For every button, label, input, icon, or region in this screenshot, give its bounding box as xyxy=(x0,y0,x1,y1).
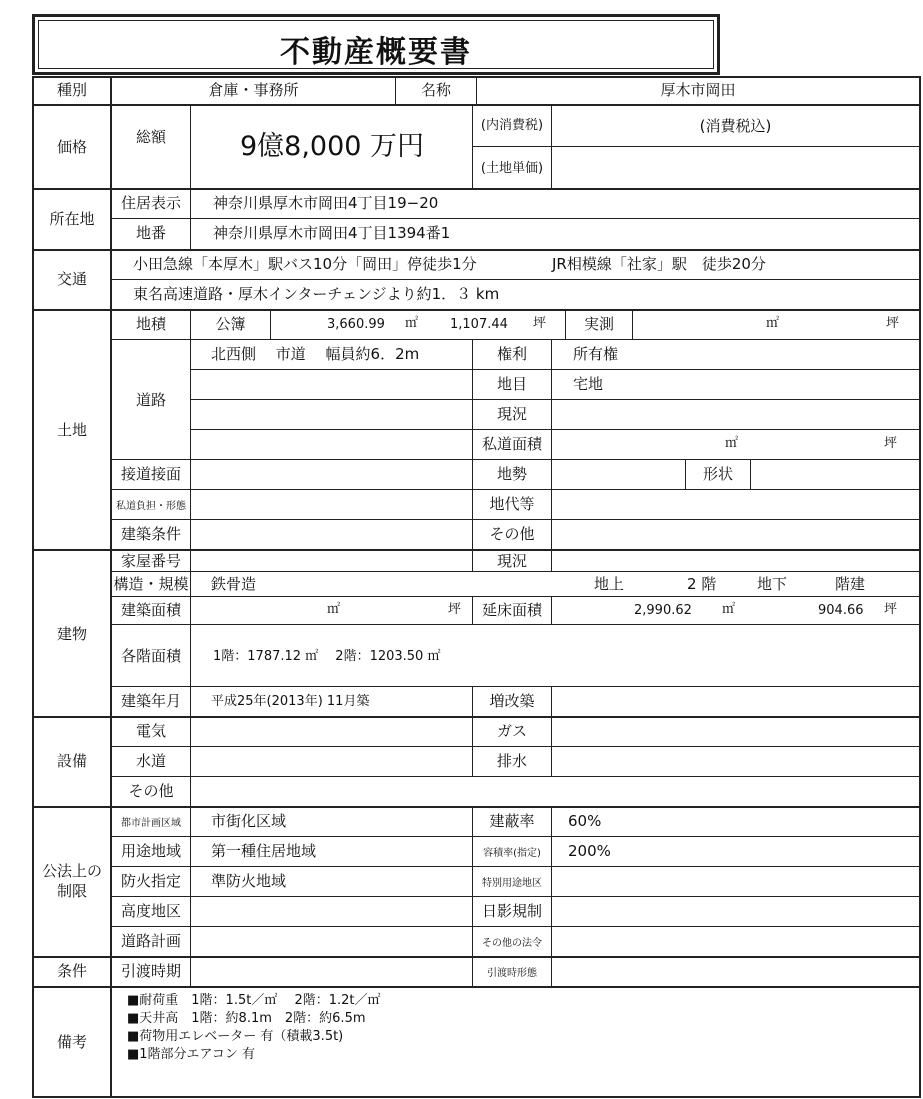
transport-line-2: 東名高速道路・厚木インターチェンジより約1．３ km xyxy=(133,285,500,303)
built-value: 平成25年(2013年) 11月築 xyxy=(211,694,370,709)
road-plan-label: 道路計画 xyxy=(120,932,181,950)
remark-line: ■耐荷重 1階：1.5t／㎡ 2階：1.2t／㎡ xyxy=(127,993,381,1008)
structure-label: 構造・規模 xyxy=(113,575,189,593)
floor-area-label: 延床面積 xyxy=(481,601,542,619)
name-label: 名称 xyxy=(420,81,451,99)
actual-m2-unit: ㎡ xyxy=(766,316,780,331)
page-title: 不動産概要書 xyxy=(280,35,472,70)
actual-label: 実測 xyxy=(583,315,614,333)
each-floor-value: 1階：1787.12 ㎡ 2階：1203.50 ㎡ xyxy=(213,649,441,664)
address-label: 住居表示 xyxy=(120,194,181,212)
conditions-label: 条件 xyxy=(56,962,87,980)
road-label: 道路 xyxy=(135,391,166,409)
private-road-m2-unit: ㎡ xyxy=(725,436,739,451)
lot-value: 神奈川県厚木市岡田4丁目1394番1 xyxy=(213,224,451,242)
rights-value: 所有権 xyxy=(573,345,619,363)
built-label: 建築年月 xyxy=(120,692,181,710)
chisei-label: 地勢 xyxy=(496,465,527,483)
each-floor-label: 各階面積 xyxy=(120,647,181,665)
transport-label: 交通 xyxy=(56,270,87,288)
house-no-label: 家屋番号 xyxy=(120,552,181,570)
land-genkyo-label: 現況 xyxy=(496,405,527,423)
remark-line: ■天井高 1階：約8.1m 2階：約6.5m xyxy=(127,1011,366,1026)
private-road-tsubo-unit: 坪 xyxy=(884,436,898,451)
remark-line: ■1階部分エアコン 有 xyxy=(127,1047,256,1062)
below-label: 地下 xyxy=(757,575,788,593)
transport-line-1b: JR相模線「社家」駅 徒歩20分 xyxy=(552,255,766,273)
handover-label: 引渡時期 xyxy=(120,962,181,980)
special-label: 特別用途地区 xyxy=(482,878,542,889)
type-label: 種別 xyxy=(56,81,87,99)
land-other-label: その他 xyxy=(489,525,535,543)
city-plan-value: 市街化区域 xyxy=(211,812,287,830)
kobo-tsubo: 1,107.44 xyxy=(450,317,508,332)
land-unit-label: (土地単価) xyxy=(480,161,544,176)
land-area-label: 地積 xyxy=(135,315,166,333)
total-label: 総額 xyxy=(135,128,166,146)
other-law-label: その他の法令 xyxy=(482,938,542,949)
bldg-area-label: 建築面積 xyxy=(120,601,181,619)
tax-value: (消費税込) xyxy=(699,117,772,135)
floor-area-tsubo-unit: 坪 xyxy=(884,602,898,617)
facilities-other-label: その他 xyxy=(128,782,174,800)
bldg-area-tsubo-unit: 坪 xyxy=(448,602,462,617)
name-value: 厚木市岡田 xyxy=(660,81,736,99)
kaidate-label: 階建 xyxy=(835,575,866,593)
shape-label: 形状 xyxy=(702,465,733,483)
rights-label: 権利 xyxy=(496,345,527,363)
drain-label: 排水 xyxy=(496,752,527,770)
renov-label: 増改築 xyxy=(489,692,535,710)
total-price: 9億8,000 万円 xyxy=(239,131,425,162)
rent-label: 地代等 xyxy=(489,495,535,513)
road-value: 北西側 市道 幅員約6．2m xyxy=(211,345,420,363)
above-value: 2 階 xyxy=(687,575,717,593)
electric-label: 電気 xyxy=(135,722,166,740)
chimoku-label: 地目 xyxy=(496,375,527,393)
kobo-m2: 3,660.99 xyxy=(327,317,385,332)
price-label: 価格 xyxy=(56,138,87,156)
remarks-label: 備考 xyxy=(56,1033,87,1051)
tax-label: (内消費税) xyxy=(480,118,544,133)
city-plan-label: 都市計画区域 xyxy=(121,818,181,829)
kobo-m2-unit: ㎡ xyxy=(405,316,419,331)
use-value: 第一種住居地域 xyxy=(211,842,317,860)
build-cond-label: 建築条件 xyxy=(120,525,181,543)
gas-label: ガス xyxy=(496,722,527,740)
location-label: 所在地 xyxy=(49,210,95,228)
legal-label-2: 制限 xyxy=(56,882,87,900)
floor-area-m2: 2,990.62 xyxy=(634,603,692,618)
height-label: 高度地区 xyxy=(120,902,181,920)
land-label: 土地 xyxy=(56,421,87,439)
facilities-label: 設備 xyxy=(56,752,87,770)
building-label: 建物 xyxy=(56,625,87,643)
fire-value: 準防火地域 xyxy=(211,872,287,890)
above-label: 地上 xyxy=(594,575,625,593)
address-value: 神奈川県厚木市岡田4丁目19−20 xyxy=(213,194,439,212)
far-value: 200% xyxy=(568,842,611,860)
fire-label: 防火指定 xyxy=(120,872,181,890)
legal-label-1: 公法上の xyxy=(41,862,102,880)
transport-line-1: 小田急線「本厚木」駅バス10分「岡田」停徒歩1分 xyxy=(133,255,477,273)
water-label: 水道 xyxy=(135,752,166,770)
bldg-genkyo-label: 現況 xyxy=(496,552,527,570)
remark-line: ■荷物用エレベーター 有（積載3.5t) xyxy=(127,1029,344,1044)
private-burden-label: 私道負担・形態 xyxy=(116,501,186,512)
lot-label: 地番 xyxy=(135,224,166,242)
floor-area-m2-unit: ㎡ xyxy=(722,602,736,617)
kobo-tsubo-unit: 坪 xyxy=(533,316,547,331)
far-label: 容積率(指定) xyxy=(483,848,541,859)
coverage-value: 60% xyxy=(568,812,602,830)
structure-value: 鉄骨造 xyxy=(211,575,257,593)
type-value: 倉庫・事務所 xyxy=(208,81,299,99)
frontage-label: 接道接面 xyxy=(120,465,181,483)
actual-tsubo-unit: 坪 xyxy=(886,316,900,331)
shadow-label: 日影規制 xyxy=(481,902,542,920)
chimoku-value: 宅地 xyxy=(573,375,604,393)
bldg-area-m2-unit: ㎡ xyxy=(327,602,341,617)
coverage-label: 建蔽率 xyxy=(489,812,535,830)
private-road-label: 私道面積 xyxy=(481,435,542,453)
floor-area-tsubo: 904.66 xyxy=(818,603,864,618)
handover-form-label: 引渡時形態 xyxy=(487,968,537,979)
use-label: 用途地域 xyxy=(120,842,181,860)
kobo-label: 公簿 xyxy=(215,315,246,333)
